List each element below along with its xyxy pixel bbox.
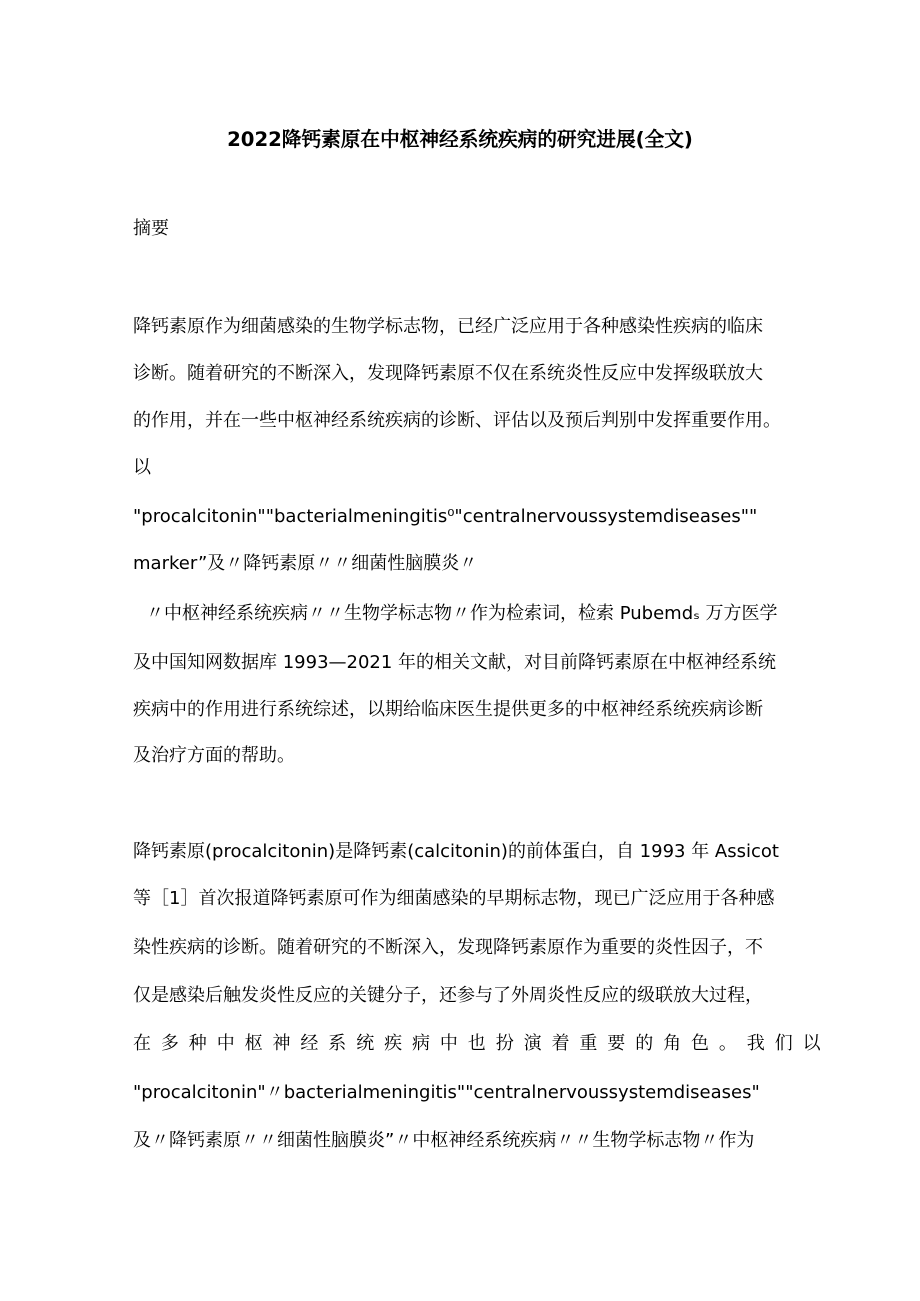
paragraph-1-line: 降钙素原作为细菌感染的生物学标志物，已经广泛应用于各种感染性疾病的临床 xyxy=(133,316,763,337)
paragraph-2-line: 降钙素原(procalcitonin)是降钙素(calcitonin)的前体蛋白，自 1993 年 Assicot xyxy=(133,841,779,862)
paragraph-1-line: 的作用，并在一些中枢神经系统疾病的诊断、评估以及预后判别中发挥重要作用。 xyxy=(133,410,781,431)
paragraph-1-line: 及治疗方面的帮助。 xyxy=(133,745,295,766)
paragraph-1-line: 〃中枢神经系统疾病〃〃生物学标志物〃作为检索词，检索 Pubemdₛ 万方医学 xyxy=(146,603,778,624)
paragraph-2-line: 及〃降钙素原〃〃细菌性脑膜炎”〃中枢神经系统疾病〃〃生物学标志物〃作为 xyxy=(133,1130,755,1151)
paragraph-2-line: 在多种中枢神经系统疾病中也扮演着重要的角色。我们以 xyxy=(133,1033,831,1054)
paragraph-1-line: 诊断。随着研究的不断深入，发现降钙素原不仅在系统炎性反应中发挥级联放大 xyxy=(133,363,763,384)
paragraph-1-line: marker”及〃降钙素原〃〃细菌性脑膜炎〃 xyxy=(133,553,478,574)
paragraph-2-line: 等［1］首次报道降钙素原可作为细菌感染的早期标志物，现已广泛应用于各种感 xyxy=(133,888,775,909)
paragraph-1-line: "procalcitonin""bacterialmeningitis⁰"centralnervoussystemdiseases"" xyxy=(133,506,758,527)
paragraph-1-line: 以 xyxy=(133,457,151,478)
abstract-heading: 摘要 xyxy=(133,218,169,239)
paragraph-1-line: 及中国知网数据库 1993—2021 年的相关文献，对目前降钙素原在中枢神经系统 xyxy=(133,652,777,673)
paragraph-2-line: "procalcitonin"〃bacterialmeningitis""centralnervoussystemdiseases" xyxy=(133,1082,760,1103)
paragraph-2-line: 染性疾病的诊断。随着研究的不断深入，发现降钙素原作为重要的炎性因子，不 xyxy=(133,937,763,958)
document-title: 2022降钙素原在中枢神经系统疾病的研究进展(全文) xyxy=(227,128,693,151)
paragraph-2-line: 仅是感染后触发炎性反应的关键分子，还参与了外周炎性反应的级联放大过程， xyxy=(133,985,763,1006)
paragraph-1-line: 疾病中的作用进行系统综述，以期给临床医生提供更多的中枢神经系统疾病诊断 xyxy=(133,699,763,720)
